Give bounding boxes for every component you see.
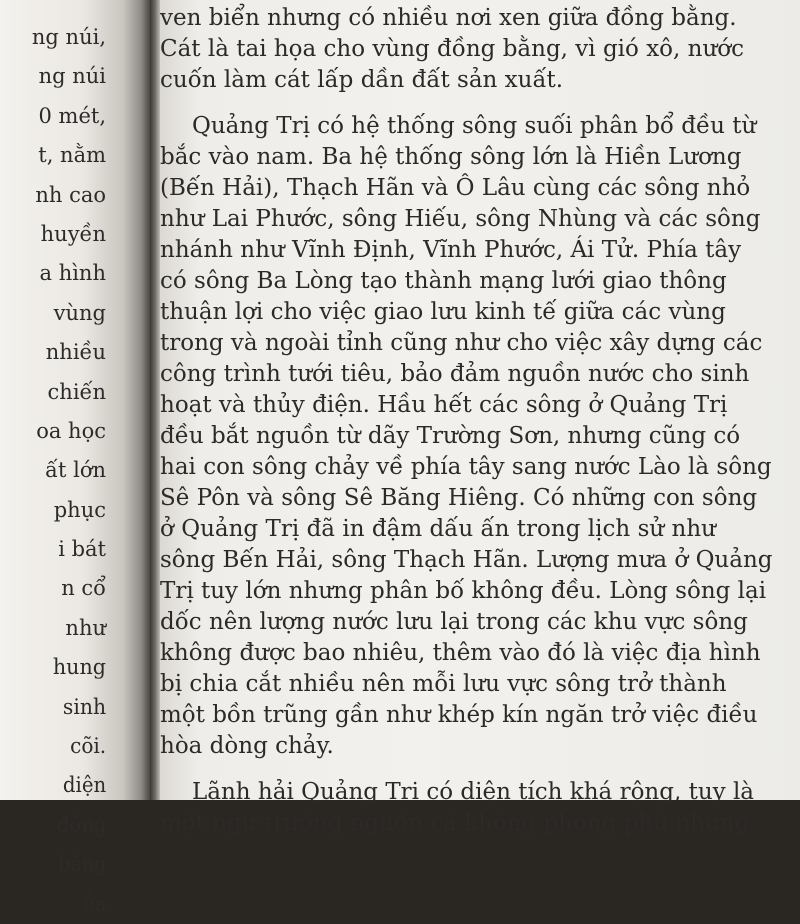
left-page [0,0,150,916]
left-page-line: phục [53,497,106,522]
text-line: thuận lợi cho việc giao lưu kinh tế giữa các vùng [160,299,726,325]
text-line: có sông Ba Lòng tạo thành mạng lưới giao thông [160,268,727,294]
left-page-line: n cổ [61,576,106,601]
text-line: hoạt và thủy điện. Hầu hết các sông ở Quảng Trị [160,392,728,418]
left-page-line: nh cao [35,182,106,207]
text-line: ven biển nhưng có nhiều nơi xen giữa đồng bằng. [160,5,737,31]
left-page-line: bằng [58,852,107,877]
text-line: một ngư trường nguồn cá không phong phú nhưng [160,810,750,836]
text-line: công trình tưới tiêu, bảo đảm nguồn nước cho sinh [160,361,750,387]
text-line: cuốn làm cát lấp dần đất sản xuất. [160,67,564,93]
text-line: đều bắt nguồn từ dãy Trường Sơn, nhưng cũng có [160,423,741,449]
left-page-line: a hình [39,261,106,286]
left-page-line: diện [62,773,107,798]
text-line: hai con sông chảy về phía tây sang nước Lào là sông [160,454,772,480]
left-page-line: ất lớn [45,458,106,483]
left-page-line: hung [52,655,107,680]
text-line: (Bến Hải), Thạch Hãn và Ô Lâu cùng các sông nhỏ [160,175,751,201]
text-line: trong và ngoài tỉnh cũng như cho việc xây dựng các [160,330,763,356]
text-line: Trị tuy lớn nhưng phân bố không đều. Lòng sông lại [160,578,767,604]
text-line: dốc nên lượng nước lưu lại trong các khu vực sông [160,609,748,635]
text-line: ở Quảng Trị đã in đậm dấu ấn trong lịch sử như [160,516,716,542]
text-line: hòa dòng chảy. [160,733,334,759]
left-page-text [0,18,110,924]
left-page-line: ng núi [38,64,106,89]
left-page-line: oa học [36,418,106,443]
left-page-line: ng núi, [31,25,106,49]
paragraph [160,111,773,762]
left-page-line: như [65,615,106,640]
text-line: Cát là tai họa cho vùng đồng bằng, vì gió xô, nước [160,36,744,62]
left-page-line: đồng [57,812,107,837]
book-gutter [150,0,160,800]
text-line: nhánh như Vĩnh Định, Vĩnh Phước, Ái Tử. Phía tây [160,237,742,263]
left-page-line: 0 mét, [38,103,106,128]
left-page-line: i bát [58,537,106,562]
right-page-text [160,3,773,839]
text-line: bị chia cắt nhiều nên mỗi lưu vực sông trở thành [160,671,727,697]
left-page-line: ủa [83,891,107,916]
left-page-line: cõi. [70,734,107,759]
paragraph-gap [160,762,716,777]
paragraph [160,777,755,839]
text-line: Quảng Trị có hệ thống sông suối phân bổ đều từ [192,113,757,139]
text-line: Lãnh hải Quảng Trị có diện tích khá rộng, tuy là [192,779,755,805]
text-line: một bồn trũng gần như khép kín ngăn trở việc điều [160,702,758,728]
text-line: bắc vào nam. Ba hệ thống sông lớn là Hiền Lương [160,144,742,170]
left-page-line: nhiều [45,340,106,365]
paragraph [160,3,744,96]
left-page-line: huyền [40,221,106,246]
text-line: sông Bến Hải, sông Thạch Hãn. Lượng mưa ở Quảng [160,547,773,573]
paragraph-gap [160,96,716,111]
text-line: Sê Pôn và sông Sê Băng Hiêng. Có những con sông [160,485,758,511]
right-page [160,0,800,836]
left-page-line: sinh [62,694,107,719]
left-page-line: chiến [47,379,106,404]
text-line: không được bao nhiêu, thêm vào đó là việc địa hình [160,640,761,666]
text-line: như Lai Phước, sông Hiếu, sông Nhùng và các sông [160,206,761,232]
left-page-line: vùng [53,300,106,325]
left-page-line: t, nằm [38,143,106,168]
